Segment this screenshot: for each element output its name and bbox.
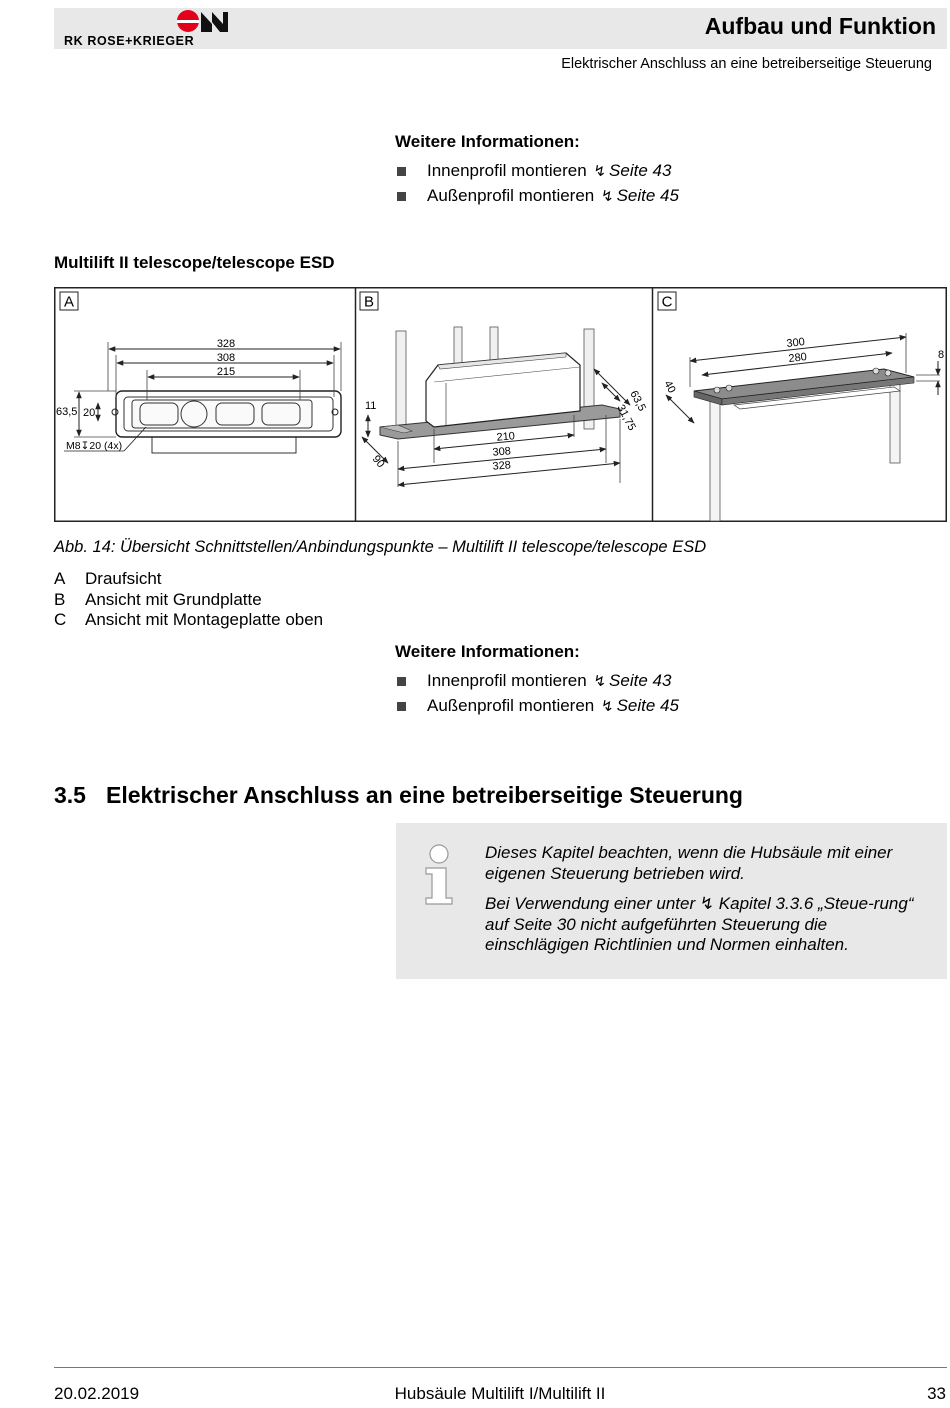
footer-date: 20.02.2019 <box>54 1384 140 1403</box>
info-icon <box>418 842 460 908</box>
footer-divider <box>54 1367 947 1368</box>
page-reference-icon: ↯ <box>601 697 614 715</box>
page-reference-icon: ↯ <box>593 673 607 690</box>
page-number: 33 <box>927 1384 946 1403</box>
dimension-label: 328 <box>216 338 236 350</box>
dimension-label: 210 <box>496 430 516 444</box>
list-item <box>395 694 679 719</box>
logo-text: RK ROSE+KRIEGER <box>64 34 195 48</box>
page-reference-link[interactable]: Seite 45 <box>616 695 679 715</box>
list-item <box>395 159 679 184</box>
list-item-text: Innenprofil montieren <box>427 671 587 690</box>
page-reference-icon: ↯ <box>593 163 607 180</box>
panel-b <box>360 292 648 487</box>
info-list <box>395 669 679 718</box>
dimension-label: 300 <box>785 336 806 350</box>
chapter-title: Aufbau und Funktion <box>704 13 936 39</box>
page-reference-link[interactable]: Seite 45 <box>616 185 679 205</box>
legend-item <box>54 569 323 590</box>
page-reference-link[interactable]: Seite 43 <box>609 161 672 180</box>
callout-label: M8↧20 (4x) <box>66 440 123 452</box>
dimension-label: 90 <box>369 453 387 471</box>
list-item-text: Außenprofil montieren <box>427 185 595 205</box>
info-heading: Weitere Informationen: <box>395 642 580 661</box>
list-item <box>395 184 679 209</box>
dimension-label: 328 <box>492 459 512 473</box>
legend-text: Ansicht mit Montageplatte oben <box>85 610 324 629</box>
dimension-label: 63,5 <box>627 388 649 414</box>
legend-key: B <box>54 589 66 609</box>
panel-c <box>658 292 944 521</box>
info-heading: Weitere Informationen: <box>395 132 580 151</box>
figure-caption: Abb. 14: Übersicht Schnittstellen/Anbindungspunkte – Multilift II telescope/telescope ESD <box>54 538 707 556</box>
list-item-text: Innenprofil montieren <box>427 161 587 180</box>
dimension-label: 8 <box>938 349 945 361</box>
interface-drawing <box>54 287 947 522</box>
figure-legend <box>54 569 323 631</box>
section-heading <box>54 782 743 809</box>
dimension-label: 280 <box>787 351 808 365</box>
dimension-label: 31,75 <box>614 402 638 433</box>
figure-title: Multilift II telescope/telescope ESD <box>54 253 335 272</box>
legend-key: A <box>54 569 66 588</box>
panel-label: C <box>661 293 673 311</box>
panel-a <box>56 292 341 453</box>
dimension-label: 215 <box>216 366 236 378</box>
list-item <box>395 669 679 694</box>
section-subtitle: Elektrischer Anschluss an eine betreiberseitige Steuerung <box>561 56 932 72</box>
note-paragraph: Dieses Kapitel beachten, wenn die Hubsäule mit einer eigenen Steuerung betrieben wird. <box>485 843 893 883</box>
dimension-label: 11 <box>365 400 377 412</box>
list-item-text: Außenprofil montieren <box>427 695 595 715</box>
dimension-label: 63,5 <box>56 406 78 418</box>
info-list <box>395 159 679 208</box>
section-title: Elektrischer Anschluss an eine betreiberseitige Steuerung <box>106 782 743 808</box>
legend-key: C <box>54 610 67 629</box>
page-reference-link[interactable]: Seite 43 <box>609 671 672 690</box>
note-paragraph: Bei Verwendung einer unter ↯ Kapitel 3.3.6 „Steue-rung“ auf Seite 30 nicht aufgeführten Steuerung die einschlägigen Richtlinien und Normen einhalten. <box>485 894 914 954</box>
panel-label: B <box>363 293 375 311</box>
dimension-label: 308 <box>492 445 512 459</box>
legend-text: Ansicht mit Grundplatte <box>85 589 262 609</box>
legend-text: Draufsicht <box>85 569 162 588</box>
note-text <box>485 843 935 966</box>
section-number: 3.5 <box>54 782 86 808</box>
legend-item <box>54 590 323 611</box>
footer-document-title: Hubsäule Multilift I/Multilift II <box>394 1384 606 1403</box>
legend-item <box>54 610 323 631</box>
page-reference-icon: ↯ <box>601 187 614 205</box>
info-block <box>395 642 679 718</box>
dimension-label: 20 <box>83 407 96 419</box>
info-block <box>395 132 679 208</box>
panel-label: A <box>63 293 75 311</box>
dimension-label: 40 <box>661 378 678 396</box>
dimension-label: 308 <box>216 352 236 364</box>
